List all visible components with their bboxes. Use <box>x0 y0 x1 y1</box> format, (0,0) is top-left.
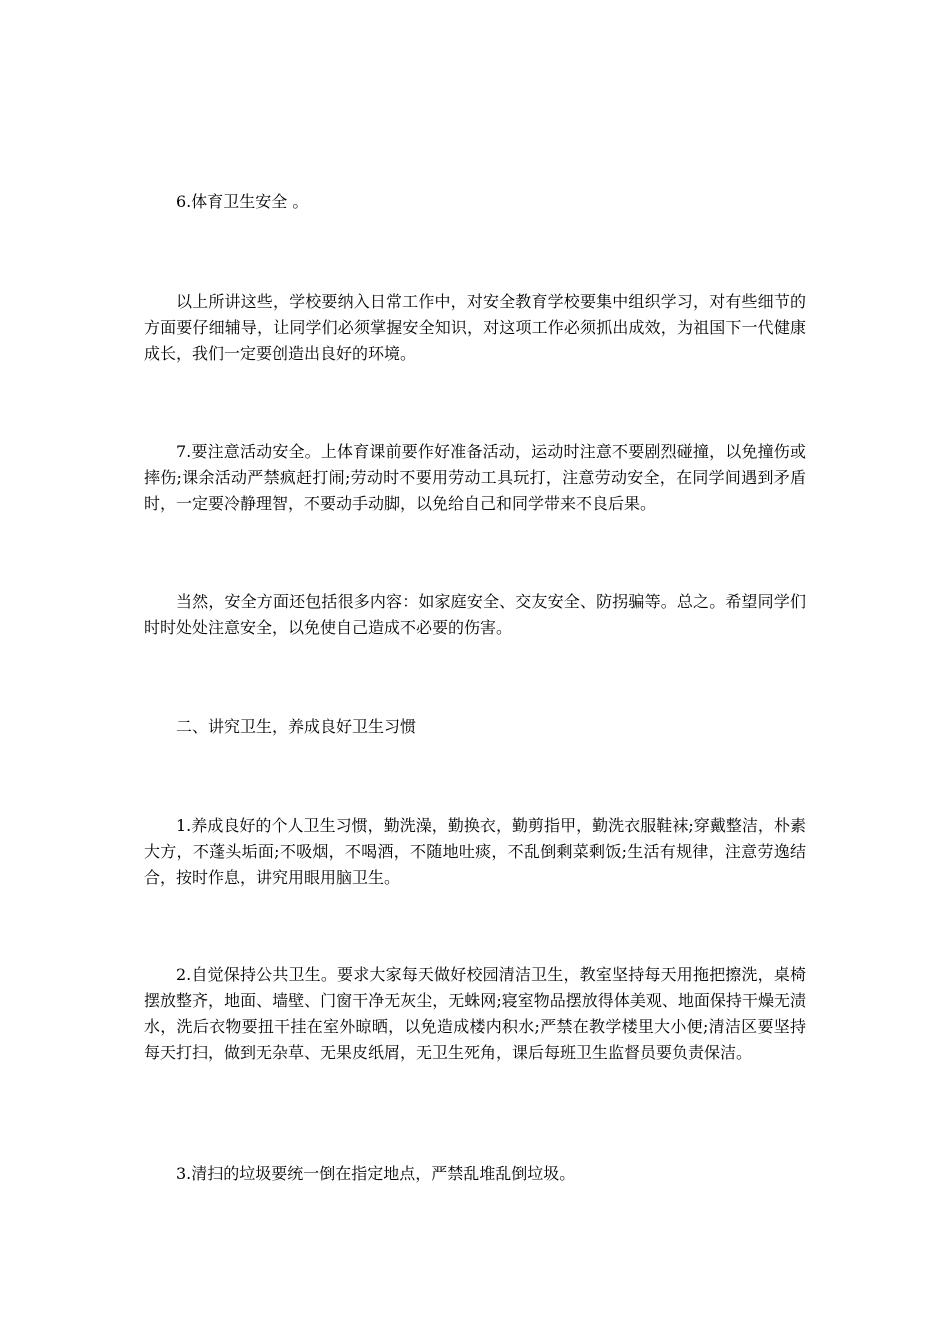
paragraph-activity-safety: 7.要注意活动安全。上体育课前要作好准备活动，运动时注意不要剧烈碰撞，以免撞伤或摔伤;课余活动严禁疯赶打闹;劳动时不要用劳动工具玩打，注意劳动安全，在同学间遇到矛盾时，一定要冷静理智，不要动手动脚，以免给自己和同学带来不良后果。 <box>144 442 806 513</box>
paragraph-garbage-disposal: 3.清扫的垃圾要统一倒在指定地点，严禁乱堆乱倒垃圾。 <box>176 1164 576 1183</box>
paragraph-school-safety-education: 以上所讲这些，学校要纳入日常工作中，对安全教育学校要集中组织学习，对有些细节的方面要仔细辅导，让同学们必须掌握安全知识，对这项工作必须抓出成效，为祖国下一代健康成长，我们一定要创造出良好的环境。 <box>144 292 806 363</box>
paragraph-public-hygiene: 2.自觉保持公共卫生。要求大家每天做好校园清洁卫生，教室坚持每天用拖把擦洗，桌椅摆放整齐，地面、墙壁、门窗干净无灰尘，无蛛网;寝室物品摆放得体美观、地面保持干燥无渍水，洗后衣物要扭干挂在室外晾晒，以免造成楼内积水;严禁在教学楼里大小便;清洁区要坚持每天打扫，做到无杂草、无果皮纸屑，无卫生死角，课后每班卫生监督员要负责保洁。 <box>144 965 806 1062</box>
section-heading-hygiene: 二、讲究卫生，养成良好卫生习惯 <box>176 717 417 736</box>
paragraph-personal-hygiene: 1.养成良好的个人卫生习惯，勤洗澡，勤换衣，勤剪指甲，勤洗衣服鞋袜;穿戴整洁，朴素大方，不蓬头垢面;不吸烟，不喝酒，不随地吐痰，不乱倒剩菜剩饭;生活有规律，注意劳逸结合，按时作息，讲究用眼用脑卫生。 <box>144 816 806 887</box>
paragraph-other-safety: 当然，安全方面还包括很多内容：如家庭安全、交友安全、防拐骗等。总之。希望同学们时时处处注意安全，以免使自己造成不必要的伤害。 <box>144 592 806 637</box>
paragraph-sports-hygiene-safety: 6.体育卫生安全 。 <box>176 192 309 211</box>
